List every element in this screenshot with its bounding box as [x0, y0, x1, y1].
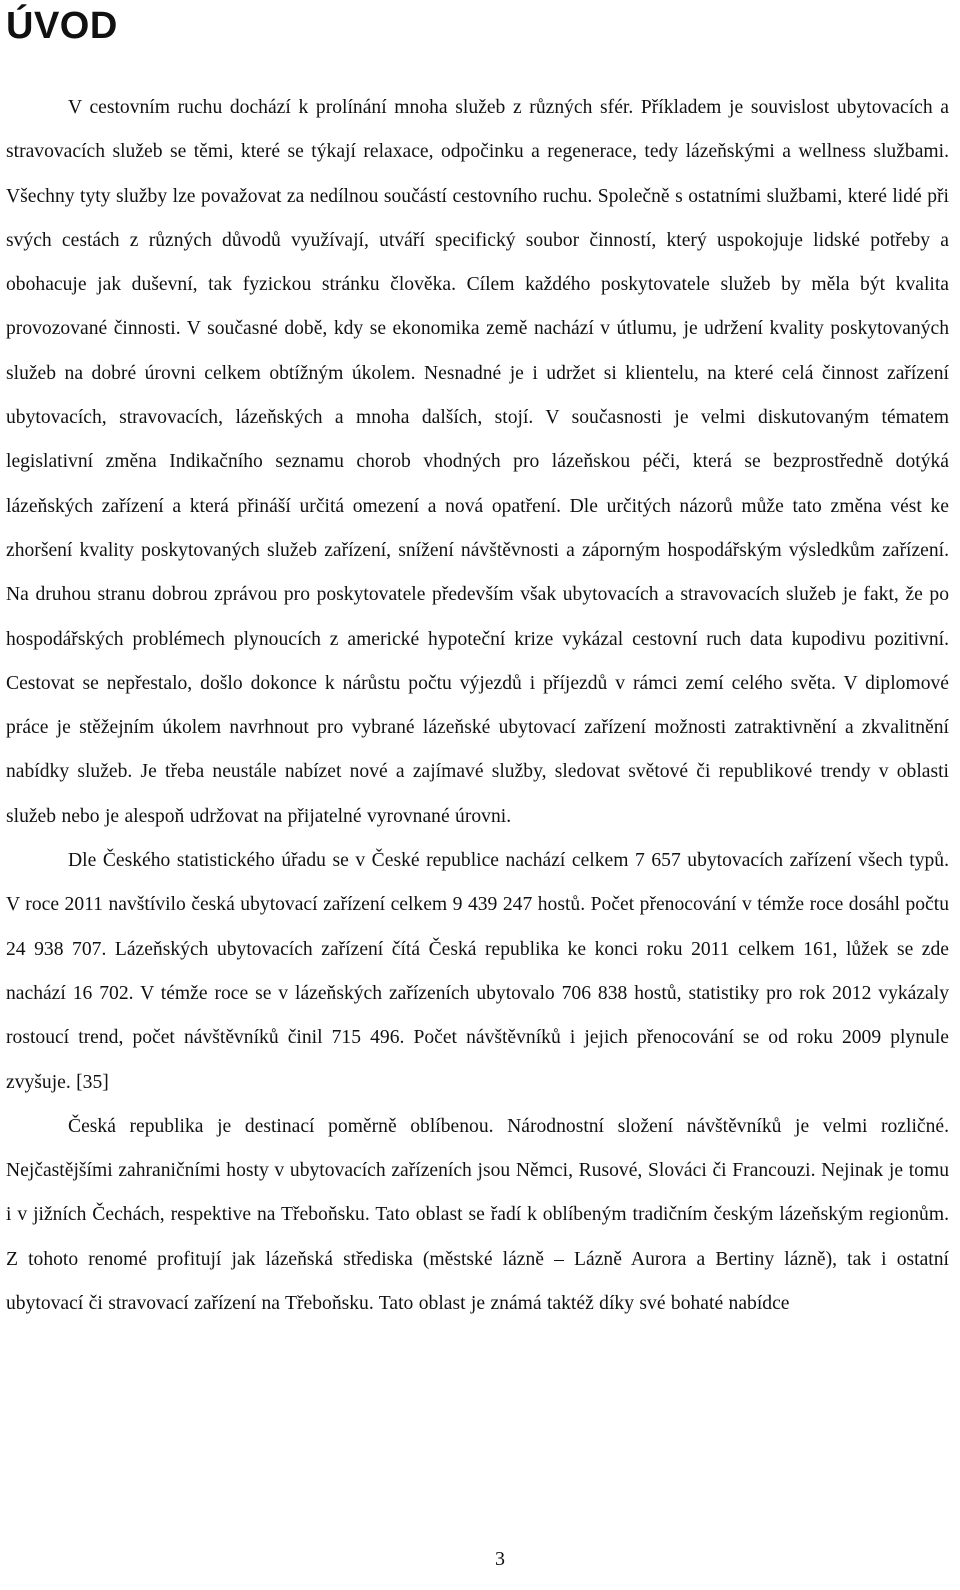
chapter-heading: ÚVOD: [6, 5, 118, 47]
chapter-body: [6, 86, 949, 1326]
page-number: 3: [495, 1548, 505, 1570]
paragraph-statistics: Dle Českého statistického úřadu se v České republice nachází celkem 7 657 ubytovacích zařízení všech typů. V roce 2011 navštívilo česká ubytovací zařízení celkem 9 439 247 hostů. Počet přenocování v témže roce dosáhl počtu 24 938 707. Lázeňských ubytovacích zařízení čítá Česká republika ke konci roku 2011 celkem 161, lůžek se zde nachází 16 702. V témže roce se v lázeňských zařízeních ubytovalo 706 838 hostů, statistiky pro rok 2012 vykázaly rostoucí trend, počet návštěvníků činil 715 496. Počet návštěvníků i jejich přenocování se od roku 2009 plynule zvyšuje. [35]: [6, 850, 949, 1093]
paragraph-intro: V cestovním ruchu dochází k prolínání mnoha služeb z různých sfér. Příkladem je souvislost ubytovacích a stravovacích služeb se těmi, které se týkají relaxace, odpočinku a regenerace, tedy lázeňskými a wellness službami. Všechny tyty služby lze považovat za nedílnou součástí cestovního ruchu. Společně s ostatními službami, které lidé při svých cestách z různých důvodů využívají, utváří specifický soubor činností, který uspokojuje lidské potřeby a obohacuje jak duševní, tak fyzickou stránku člověka. Cílem každého poskytovatele služeb by měla být kvalita provozované činnosti. V současné době, kdy se ekonomika země nachází v útlumu, je udržení kvality poskytovaných služeb na dobré úrovni celkem obtížným úkolem. Nesnadné je i udržet si klientelu, na které celá činnost zařízení ubytovacích, stravovacích, lázeňských a mnoha dalších, stojí. V současnosti je velmi diskutovaným tématem legislativní změna Indikačního seznamu chorob vhodných pro lázeňskou péči, která se bezprostředně dotýká lázeňských zařízení a která přináší určitá omezení a nová opatření. Dle určitých názorů může tato změna vést ke zhoršení kvality poskytovaných služeb zařízení, snížení návštěvnosti a záporným hospodářským výsledkům zařízení. Na druhou stranu dobrou zprávou pro poskytovatele především však ubytovacích a stravovacích služeb je fakt, že po hospodářských problémech plynoucích z americké hypoteční krize vykázal cestovní ruch data kupodivu pozitivní. Cestovat se nepřestalo, došlo dokonce k nárůstu počtu výjezdů i příjezdů v rámci zemí celého světa. V diplomové práce je stěžejním úkolem navrhnout pro vybrané lázeňské ubytovací zařízení možnosti zatraktivnění a zkvalitnění nabídky služeb. Je třeba neustále nabízet nové a zajímavé služby, sledovat světové či republikové trendy v oblasti služeb nebo je alespoň udržovat na přijatelné vyrovnané úrovni.: [6, 97, 949, 827]
paragraph-nationalities: Česká republika je destinací poměrně oblíbenou. Národnostní složení návštěvníků je velmi rozličné. Nejčastějšími zahraničními hosty v ubytovacích zařízeních jsou Němci, Rusové, Slováci či Francouzi. Nejinak je tomu i v jižních Čechách, respektive na Třeboňsku. Tato oblast se řadí k oblíbeným tradičním českým lázeňským regionům. Z tohoto renomé profitují jak lázeňská střediska (městské lázně – Lázně Aurora a Bertiny lázně), tak i ostatní ubytovací či stravovací zařízení na Třeboňsku. Tato oblast je známá taktéž díky své bohaté nabídce: [6, 1115, 949, 1315]
